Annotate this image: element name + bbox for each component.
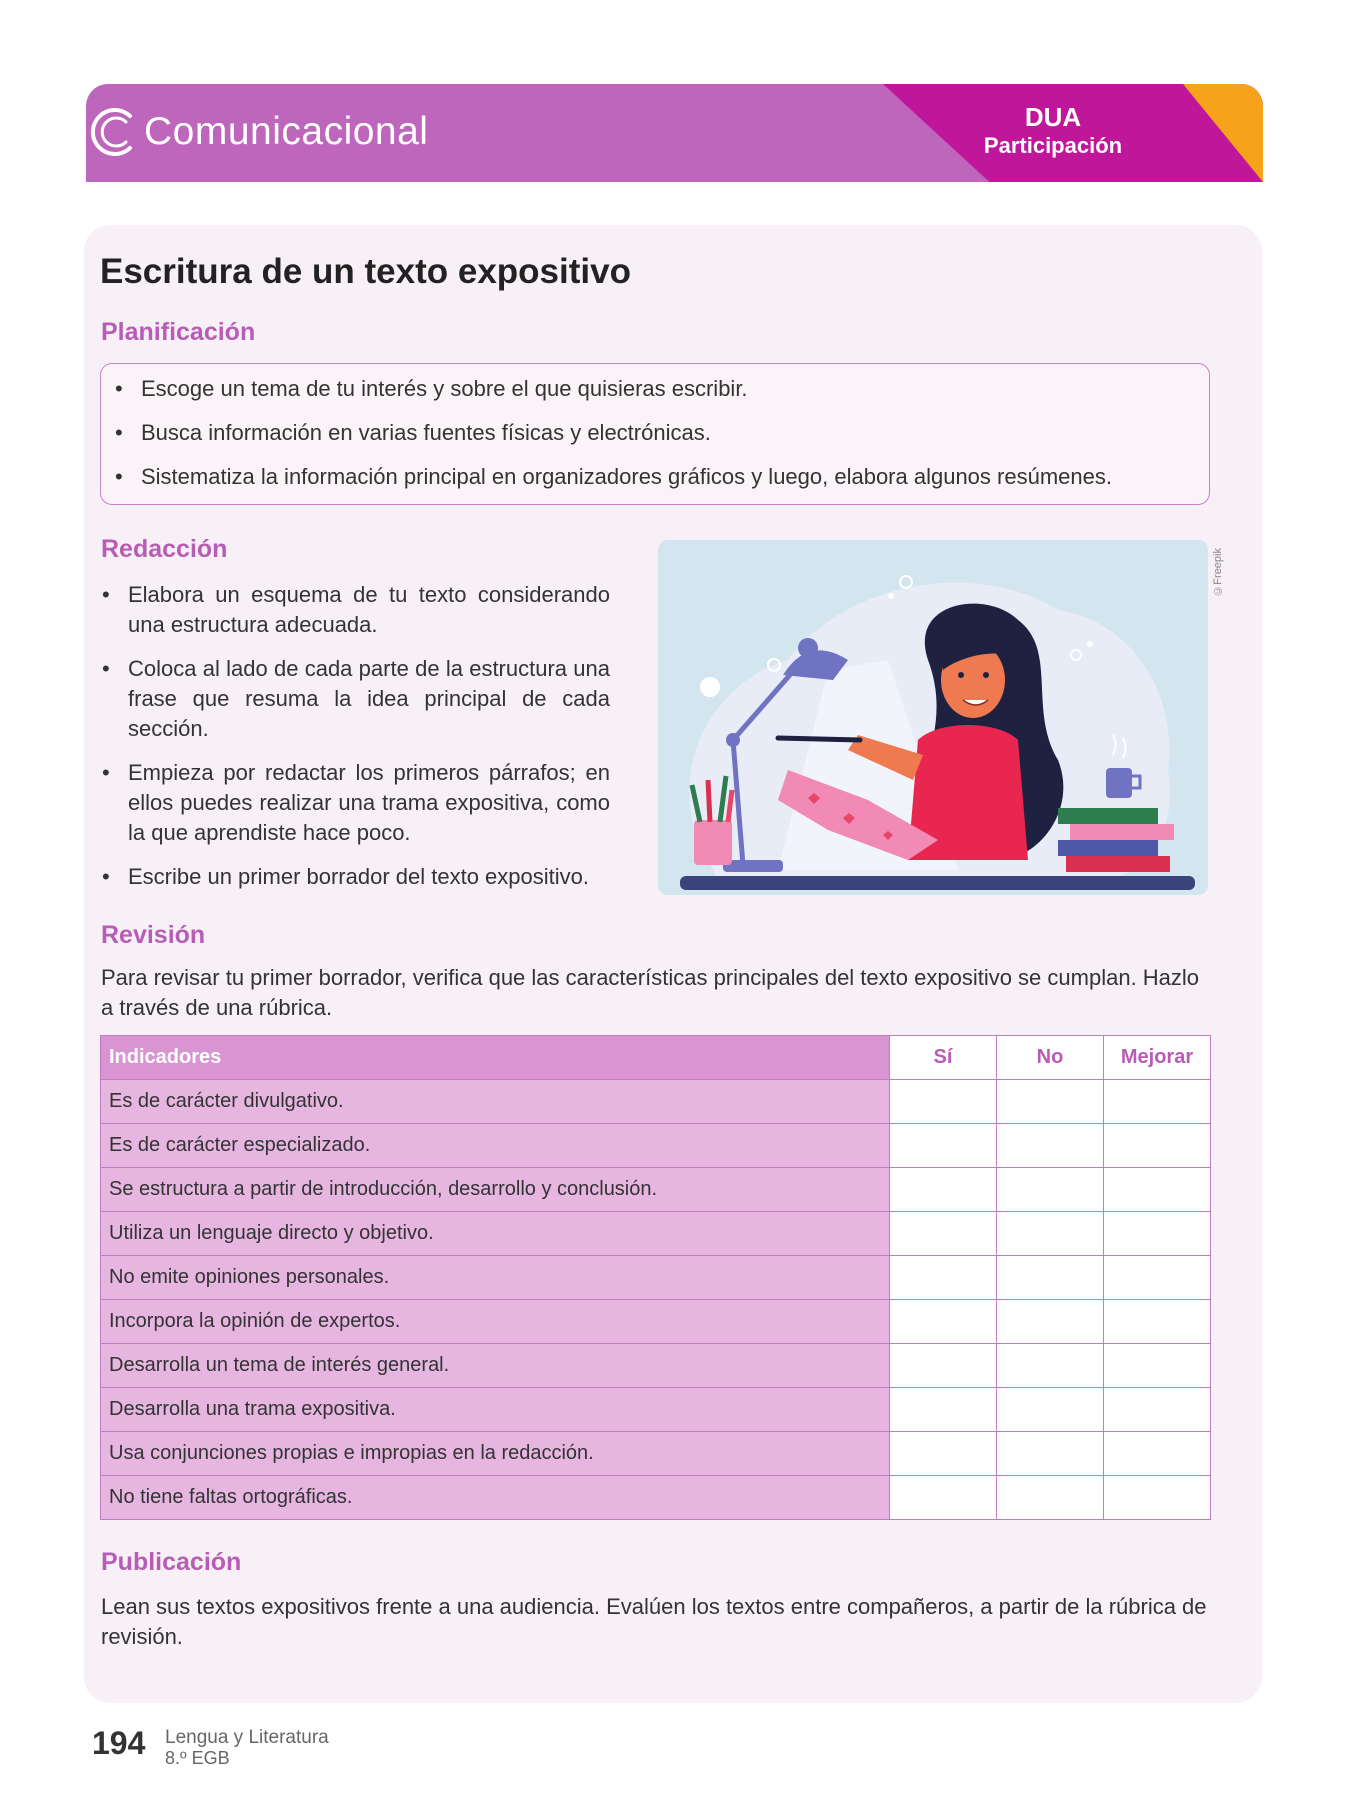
publicacion-heading: Publicación (101, 1548, 242, 1576)
si-cell[interactable] (890, 1476, 997, 1520)
rubric-table (100, 1035, 1211, 1520)
mejorar-cell[interactable] (1104, 1300, 1211, 1344)
no-cell[interactable] (997, 1080, 1104, 1124)
indicator-cell: No tiene faltas ortográficas. (101, 1476, 890, 1520)
no-cell[interactable] (997, 1344, 1104, 1388)
header-no: No (997, 1036, 1104, 1080)
mejorar-cell[interactable] (1104, 1124, 1211, 1168)
list-item: • Escribe un primer borrador del texto expositivo. (102, 864, 589, 889)
list-item: • Coloca al lado de cada parte de la estructura una frase que resuma la idea principal de cada sección. (102, 656, 610, 741)
footer-subject: Lengua y Literatura (165, 1727, 329, 1748)
mejorar-cell[interactable] (1104, 1476, 1211, 1520)
revision-text: Para revisar tu primer borrador, verifica que las características principales del texto expositivo se cumplan. Hazlo a través de una rúbrica. (101, 965, 1200, 1020)
table-row (101, 1432, 1211, 1476)
mejorar-cell[interactable] (1104, 1212, 1211, 1256)
no-cell[interactable] (997, 1432, 1104, 1476)
table-row (101, 1256, 1211, 1300)
indicator-cell: No emite opiniones personales. (101, 1256, 890, 1300)
section-title: Comunicacional (144, 110, 429, 153)
indicator-cell: Usa conjunciones propias e impropias en la redacción. (101, 1432, 890, 1476)
list-item: • Escoge un tema de tu interés y sobre el que quisieras escribir. (115, 376, 748, 401)
indicator-cell: Desarrolla un tema de interés general. (101, 1344, 890, 1388)
table-row (101, 1124, 1211, 1168)
indicator-cell: Incorpora la opinión de expertos. (101, 1300, 890, 1344)
section-banner (86, 84, 1263, 182)
page-title: Escritura de un texto expositivo (100, 252, 631, 291)
table-row (101, 1080, 1211, 1124)
footer-grade: 8.º EGB (165, 1748, 230, 1768)
si-cell[interactable] (890, 1388, 997, 1432)
no-cell[interactable] (997, 1212, 1104, 1256)
mejorar-cell[interactable] (1104, 1432, 1211, 1476)
table-row (101, 1168, 1211, 1212)
si-cell[interactable] (890, 1256, 997, 1300)
table-row (101, 1476, 1211, 1520)
header-si: Sí (890, 1036, 997, 1080)
list-item: • Busca información en varias fuentes físicas y electrónicas. (115, 420, 711, 445)
si-cell[interactable] (890, 1344, 997, 1388)
indicator-cell: Utiliza un lenguaje directo y objetivo. (101, 1212, 890, 1256)
mejorar-cell[interactable] (1104, 1168, 1211, 1212)
publicacion-text: Lean sus textos expositivos frente a una audiencia. Evalúen los textos entre compañeros, a partir de la rúbrica de revisión. (101, 1594, 1207, 1649)
girl-writing-illustration (658, 540, 1208, 895)
illustration-graphic (658, 540, 1208, 895)
table-row (101, 1344, 1211, 1388)
si-cell[interactable] (890, 1124, 997, 1168)
mejorar-cell[interactable] (1104, 1344, 1211, 1388)
indicator-cell: Se estructura a partir de introducción, desarrollo y conclusión. (101, 1168, 890, 1212)
si-cell[interactable] (890, 1168, 997, 1212)
indicator-cell: Desarrolla una trama expositiva. (101, 1388, 890, 1432)
no-cell[interactable] (997, 1388, 1104, 1432)
header-indicadores: Indicadores (101, 1036, 890, 1080)
table-row (101, 1388, 1211, 1432)
no-cell[interactable] (997, 1168, 1104, 1212)
list-item: • Sistematiza la información principal en organizadores gráficos y luego, elabora algunos resúmenes. (115, 464, 1112, 489)
table-row (101, 1212, 1211, 1256)
si-cell[interactable] (890, 1300, 997, 1344)
mejorar-cell[interactable] (1104, 1256, 1211, 1300)
table-row (101, 1300, 1211, 1344)
no-cell[interactable] (997, 1256, 1104, 1300)
list-item: • Elabora un esquema de tu texto considerando una estructura adecuada. (102, 582, 610, 637)
header-mejorar: Mejorar (1104, 1036, 1211, 1080)
list-item: • Empieza por redactar los primeros párrafos; en ellos puedes realizar una trama expositiva, como la que aprendiste hace poco. (102, 760, 610, 845)
si-cell[interactable] (890, 1432, 997, 1476)
si-cell[interactable] (890, 1080, 997, 1124)
page-number: 194 (92, 1725, 146, 1761)
no-cell[interactable] (997, 1124, 1104, 1168)
dua-label (953, 102, 1153, 160)
mejorar-cell[interactable] (1104, 1080, 1211, 1124)
redaccion-heading: Redacción (101, 535, 228, 563)
planificacion-heading: Planificación (101, 318, 256, 346)
image-credit: ©Freepik (1212, 548, 1224, 597)
indicator-cell: Es de carácter divulgativo. (101, 1080, 890, 1124)
no-cell[interactable] (997, 1476, 1104, 1520)
indicator-cell: Es de carácter especializado. (101, 1124, 890, 1168)
mejorar-cell[interactable] (1104, 1388, 1211, 1432)
si-cell[interactable] (890, 1212, 997, 1256)
table-header-row (101, 1036, 1211, 1080)
dua-title: DUA (1024, 102, 1082, 132)
no-cell[interactable] (997, 1300, 1104, 1344)
revision-heading: Revisión (101, 921, 206, 949)
comunicacional-logo-icon (86, 102, 146, 162)
dua-subtitle: Participación (983, 133, 1123, 158)
